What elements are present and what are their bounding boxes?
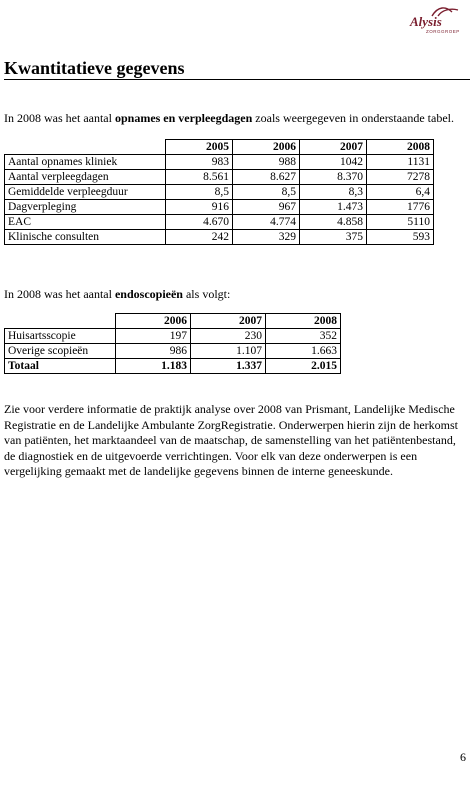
row-label: Aantal verpleegdagen — [5, 170, 166, 185]
table-cell: 967 — [233, 200, 300, 215]
table-row — [5, 170, 434, 185]
table-cell: 8,5 — [233, 185, 300, 200]
alysis-logo — [404, 4, 466, 38]
intro-opnames-pre: In 2008 was het aantal — [4, 111, 115, 125]
table-cell: 4.670 — [166, 215, 233, 230]
table-cell: 988 — [233, 155, 300, 170]
table-cell: 7278 — [367, 170, 434, 185]
table-cell: 1042 — [300, 155, 367, 170]
table-cell: 8,5 — [166, 185, 233, 200]
row-label: Gemiddelde verpleegduur — [5, 185, 166, 200]
header-cell: 2007 — [191, 314, 266, 329]
row-label: Aantal opnames kliniek — [5, 155, 166, 170]
header-empty-cell — [5, 314, 116, 329]
table-cell: 352 — [266, 329, 341, 344]
row-label: Overige scopieën — [5, 344, 116, 359]
table-total-row — [5, 359, 341, 374]
table-cell: 983 — [166, 155, 233, 170]
intro-opnames — [4, 110, 454, 126]
endoscopie-table — [4, 313, 341, 374]
header-cell: 2005 — [166, 140, 233, 155]
table-cell: 916 — [166, 200, 233, 215]
logo-subtitle: ZORGGROEP — [426, 29, 460, 34]
logo-name: Alysis — [410, 14, 442, 29]
table-row — [5, 344, 341, 359]
table-cell: 8.627 — [233, 170, 300, 185]
table-header-row — [5, 314, 341, 329]
intro-endoscopie-pre: In 2008 was het aantal — [4, 287, 115, 301]
table-cell: 242 — [166, 230, 233, 245]
table-cell: 1.473 — [300, 200, 367, 215]
table-row — [5, 329, 341, 344]
table-cell: 5110 — [367, 215, 434, 230]
header-cell: 2008 — [266, 314, 341, 329]
table-row — [5, 185, 434, 200]
row-label: EAC — [5, 215, 166, 230]
table-cell: 8.561 — [166, 170, 233, 185]
table-cell: 1131 — [367, 155, 434, 170]
table-cell: 230 — [191, 329, 266, 344]
total-label: Totaal — [5, 359, 116, 374]
total-cell: 2.015 — [266, 359, 341, 374]
header-empty-cell — [5, 140, 166, 155]
page-title: Kwantitatieve gegevens — [4, 58, 185, 78]
title-rule — [4, 79, 470, 80]
table-cell: 375 — [300, 230, 367, 245]
table-row — [5, 230, 434, 245]
table-row — [5, 155, 434, 170]
table-cell: 986 — [116, 344, 191, 359]
row-label: Huisartsscopie — [5, 329, 116, 344]
page-number: 6 — [460, 750, 466, 764]
table-cell: 1.107 — [191, 344, 266, 359]
table-cell: 4.774 — [233, 215, 300, 230]
table-cell: 1776 — [367, 200, 434, 215]
header-cell: 2008 — [367, 140, 434, 155]
header-cell: 2007 — [300, 140, 367, 155]
table-cell: 8,3 — [300, 185, 367, 200]
table-cell: 197 — [116, 329, 191, 344]
row-label: Dagverpleging — [5, 200, 166, 215]
table-header-row — [5, 140, 434, 155]
total-cell: 1.337 — [191, 359, 266, 374]
table-cell: 593 — [367, 230, 434, 245]
table-row — [5, 200, 434, 215]
header-cell: 2006 — [116, 314, 191, 329]
total-cell: 1.183 — [116, 359, 191, 374]
body-paragraph: Zie voor verdere informatie de praktijk analyse over 2008 van Prismant, Landelijke Medische Registratie en de Landelijke Ambulante ZorgRegistratie. Onderwerpen hierin zijn de herkomst van patiënten, het marktaandeel van de maatschap, de samenstelling van het patiëntenbestand, de diagnostiek en de uitgevoerde verrichtingen. Voor elk van deze onderwerpen is een vergelijking gemaakt met de landelijke gegevens binnen de interne geneeskunde. — [4, 402, 458, 478]
table-cell: 6,4 — [367, 185, 434, 200]
intro-opnames-bold: opnames en verpleegdagen — [114, 111, 253, 125]
table-cell: 329 — [233, 230, 300, 245]
header-cell: 2006 — [233, 140, 300, 155]
row-label: Klinische consulten — [5, 230, 166, 245]
table-cell: 1.663 — [266, 344, 341, 359]
opnames-table — [4, 139, 434, 245]
intro-endoscopie — [4, 286, 230, 302]
intro-endoscopie-post: als volgt: — [182, 287, 231, 301]
table-cell: 8.370 — [300, 170, 367, 185]
table-cell: 4.858 — [300, 215, 367, 230]
intro-endoscopie-bold: endoscopieën — [114, 287, 183, 301]
intro-opnames-post: zoals weergegeven in onderstaande tabel. — [252, 111, 454, 125]
table-row — [5, 215, 434, 230]
